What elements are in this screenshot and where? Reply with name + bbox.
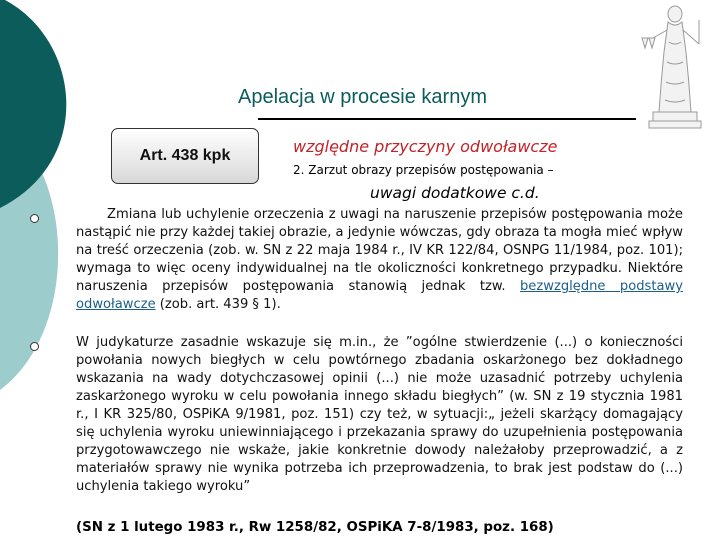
citation: (SN z 1 lutego 1983 r., Rw 1258/82, OSPiKA 7-8/1983, poz. 168) [76,520,554,535]
article-box: Art. 438 kpk [111,128,259,184]
hyperlink-bezwzgledne-podstawy[interactable]: bezwzględne podstawy odwoławcze [76,279,683,312]
paragraph-1-tail: (zob. art. 439 § 1). [155,297,281,312]
paragraph-1 [76,206,683,314]
section-subheading-line2: uwagi dodatkowe c.d. [370,184,540,202]
justitia-statue-icon [639,2,711,130]
dark-teal-arc [0,0,66,208]
section-subheading-line1: 2. Zarzut obrazy przepisów postępowania – [293,163,554,177]
title-divider [258,118,636,120]
paragraph-2: W judykaturze zasadnie wskazuje się m.in., że ”ogólne stwierdzenie (...) o konieczności powołania nowych biegłych w celu powtórnego zbadania oskarżonego bez dokładnego wskazania na wady dotychczasowej opinii (...) nie może uzasadnić potrzeby uchylenia zaskarżonego wyroku w celu powołania innego składu biegłych” (w. SN z 19 stycznia 1981 r., I KR 325/80, OSPiKA 9/1981, poz. 151) czy też, w sytuacji:„ jeżeli skarżący domagający się uchylenia wyroku uniewinniającego i przekazania sprawy do uzupełnienia postępowania przygotowawczego nie wskaże, jakie konkretnie dowody należałoby przeprowadzić, a z materiałów sprawy nie wynika potrzeba ich przeprowadzenia, to brak jest podstaw do (...) uchylenia takiego wyroku” [76,335,683,494]
hollow-circle-bullet-icon [30,342,39,351]
hollow-circle-bullet-icon [30,214,39,223]
section-heading: względne przyczyny odwoławcze [293,137,558,156]
slide-title: Apelacja w procesie karnym [238,86,487,108]
paragraph-1-text: Zmiana lub uchylenie orzeczenia z uwagi na naruszenie przepisów postępowania może nastąpić nie przy każdej takiej obrazie, a jedynie wówczas, gdy obraza ta mogła mieć wpływ na treść orzeczenia (zob. w. SN z 22 maja 1984 r., IV KR 122/84, OSNPG 11/1984, poz. 101); wymaga to więc oceny indywidualnej na tle okoliczności konkretnego przypadku. Niektóre naruszenia przepisów postępowania stanowią jednak tzw. [76,207,683,294]
